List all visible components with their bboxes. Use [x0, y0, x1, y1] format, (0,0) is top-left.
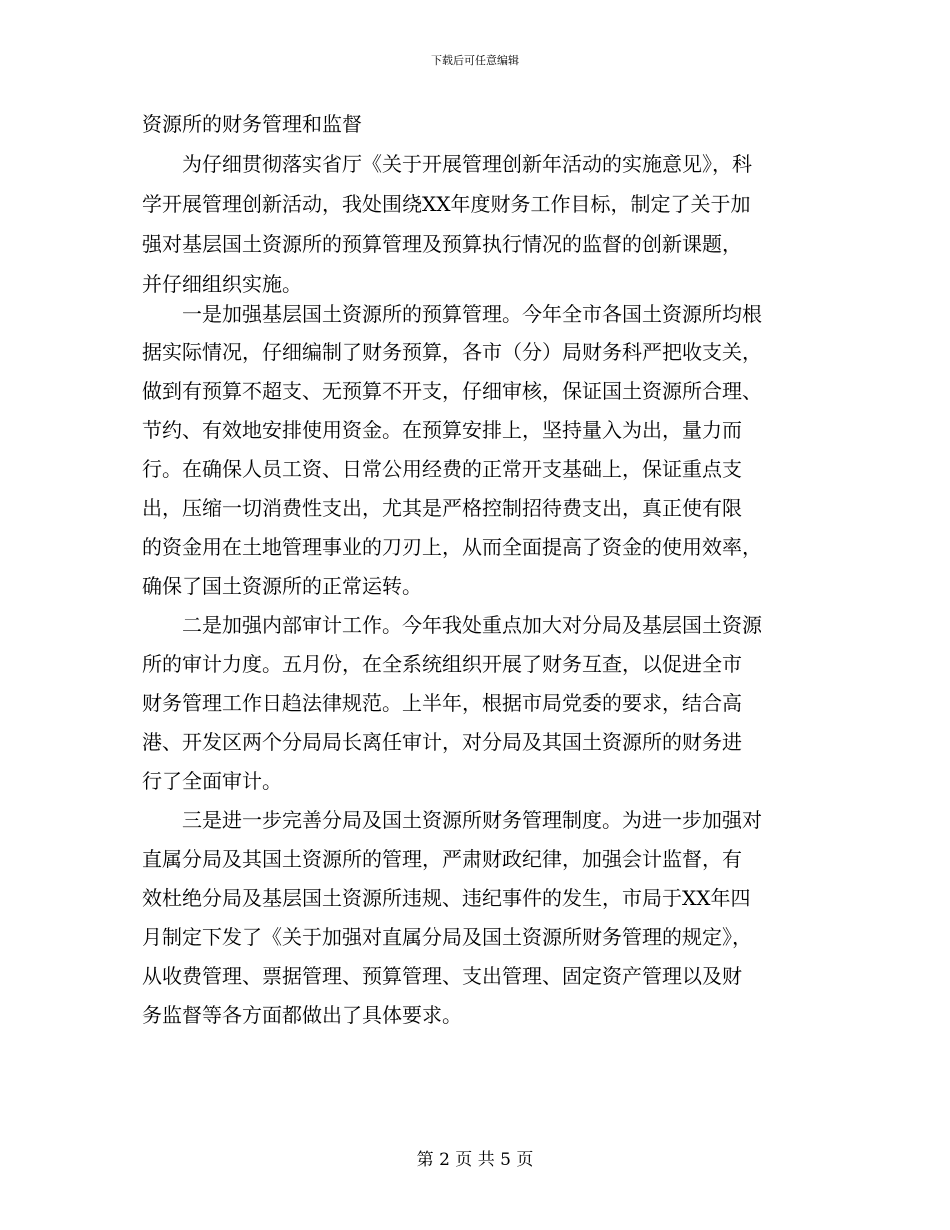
- body-line: 确保了国土资源所的正常运转。: [142, 574, 422, 598]
- body-line: 直属分局及其国土资源所的管理，严肃财政纪律，加强会计监督，有: [142, 847, 742, 871]
- body-line: 并仔细组织实施。: [142, 272, 302, 296]
- header-note: 下载后可任意编辑: [431, 54, 519, 67]
- body-line: 据实际情况，仔细编制了财务预算，各市（分）局财务科严把收支关，: [142, 340, 762, 364]
- body-line: 所的审计力度。五月份，在全系统组织开展了财务互查，以促进全市: [142, 652, 742, 676]
- body-line: 的资金用在土地管理事业的刀刃上，从而全面提高了资金的使用效率，: [142, 535, 762, 559]
- body-line: 一是加强基层国土资源所的预算管理。今年全市各国土资源所均根: [142, 302, 762, 326]
- body-line: 务监督等各方面都做出了具体要求。: [142, 1003, 462, 1027]
- body-line: 做到有预算不超支、无预算不开支，仔细审核，保证国土资源所合理、: [142, 379, 762, 403]
- body-line: 行。在确保人员工资、日常公用经费的正常开支基础上，保证重点支: [142, 457, 742, 481]
- body-line: 节约、有效地安排使用资金。在预算安排上，坚持量入为出，量力而: [142, 418, 742, 442]
- body-line: 出，压缩一切消费性支出，尤其是严格控制招待费支出，真正使有限: [142, 496, 742, 520]
- body-line: 从收费管理、票据管理、预算管理、支出管理、固定资产管理以及财: [142, 964, 742, 988]
- body-line: 行了全面审计。: [142, 769, 282, 793]
- body-line: 学开展管理创新活动，我处围绕XX年度财务工作目标，制定了关于加: [142, 192, 751, 216]
- body-line: 效杜绝分局及基层国土资源所违规、违纪事件的发生，市局于XX年四: [142, 886, 751, 910]
- body-line: 强对基层国土资源所的预算管理及预算执行情况的监督的创新课题，: [142, 232, 742, 256]
- body-line: 港、开发区两个分局局长离任审计，对分局及其国土资源所的财务进: [142, 730, 742, 754]
- page-number: 第 2 页 共 5 页: [416, 1150, 534, 1170]
- body-line: 三是进一步完善分局及国土资源所财务管理制度。为进一步加强对: [142, 808, 762, 832]
- body-line: 为仔细贯彻落实省厅《关于开展管理创新年活动的实施意见》，科: [142, 152, 752, 176]
- body-line: 月制定下发了《关于加强对直属分局及国土资源所财务管理的规定》，: [142, 925, 752, 949]
- document-title: 资源所的财务管理和监督: [142, 112, 362, 136]
- body-line: 财务管理工作日趋法律规范。上半年，根据市局党委的要求，结合高: [142, 691, 742, 715]
- body-line: 二是加强内部审计工作。今年我处重点加大对分局及基层国土资源: [142, 613, 762, 637]
